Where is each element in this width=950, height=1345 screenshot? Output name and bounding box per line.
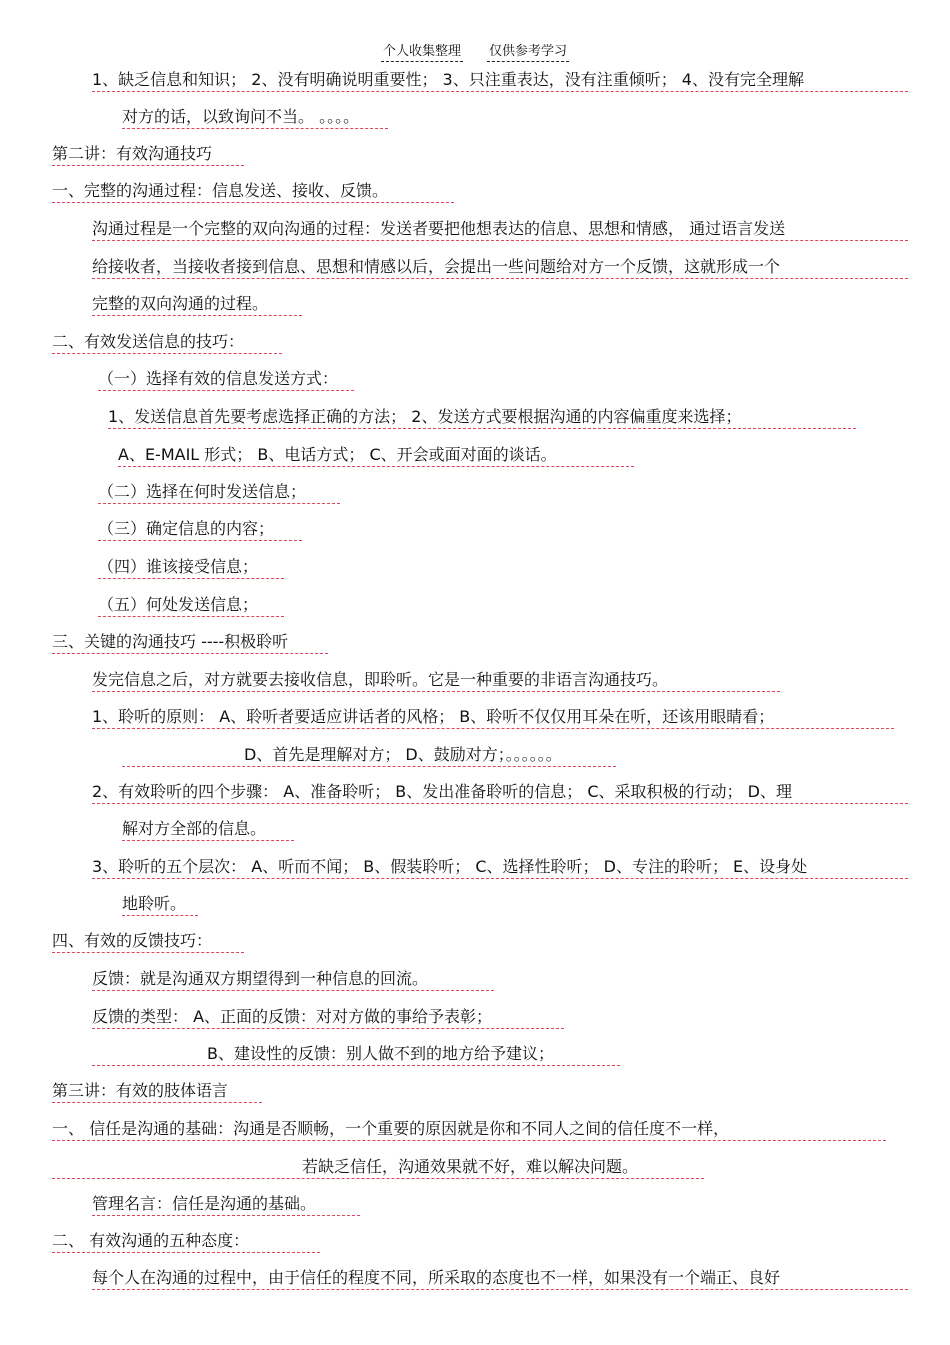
header-left-label: 个人收集整理 xyxy=(381,40,463,62)
text-line: 解对方全部的信息。 xyxy=(122,819,267,838)
text-line: （三）确定信息的内容； xyxy=(98,519,275,538)
text-line: 四、有效的反馈技巧： xyxy=(52,931,213,950)
text-line: B、建设性的反馈：别人做不到的地方给予建议； xyxy=(207,1044,554,1063)
page-header xyxy=(0,40,950,62)
text-line: 1、发送信息首先要考虑选择正确的方法； 2、发送方式要根据沟通的内容偏重度来选择； xyxy=(108,407,742,426)
line-underline xyxy=(92,1065,620,1066)
line-underline xyxy=(92,1289,908,1290)
line-underline xyxy=(52,1102,262,1103)
line-underline xyxy=(122,766,616,767)
line-underline xyxy=(92,803,908,804)
text-line: 反馈的类型： A、正面的反馈：对对方做的事给予表彰； xyxy=(92,1007,493,1026)
line-underline xyxy=(52,653,328,654)
text-line: （二）选择在何时发送信息； xyxy=(98,482,307,501)
line-underline xyxy=(92,691,780,692)
line-underline xyxy=(122,840,294,841)
text-line: 每个人在沟通的过程中，由于信任的程度不同，所采取的态度也不一样，如果没有一个端正、良好 xyxy=(92,1268,781,1287)
line-underline xyxy=(92,878,908,879)
text-line: 第三讲：有效的肢体语言 xyxy=(52,1081,229,1100)
text-line: 一、完整的沟通过程：信息发送、接收、反馈。 xyxy=(52,181,389,200)
line-underline xyxy=(92,91,908,92)
line-underline xyxy=(98,390,354,391)
text-line: 第二讲：有效沟通技巧 xyxy=(52,144,213,163)
text-line: 二、 有效沟通的五种态度： xyxy=(52,1231,250,1250)
text-line: 对方的话，以致询问不当。 。。。。 xyxy=(122,107,360,126)
line-underline xyxy=(52,202,454,203)
line-underline xyxy=(52,952,244,953)
line-underline xyxy=(92,1215,360,1216)
text-line: 3、聆听的五个层次： A、听而不闻； B、假装聆听； C、选择性聆听； D、专注的聆听； E、设身处 xyxy=(92,857,808,876)
line-underline xyxy=(52,1178,704,1179)
text-line: 一、 信任是沟通的基础：沟通是否顺畅，一个重要的原因就是你和不同人之间的信任度不一样， xyxy=(52,1119,730,1138)
line-underline xyxy=(92,728,894,729)
line-underline xyxy=(98,503,340,504)
text-line: 二、有效发送信息的技巧： xyxy=(52,332,245,351)
text-line: 1、聆听的原则： A、聆听者要适应讲话者的风格； B、聆听不仅仅用耳朵在听，还该用眼睛看； xyxy=(92,707,775,726)
text-line: （四）谁该接受信息； xyxy=(98,557,259,576)
text-line: （一）选择有效的信息发送方式： xyxy=(98,369,339,388)
line-underline xyxy=(92,240,908,241)
text-line: 若缺乏信任，沟通效果就不好，难以解决问题。 xyxy=(302,1157,639,1176)
line-underline xyxy=(92,278,908,279)
text-line: 地聆听。 xyxy=(122,894,187,913)
line-underline xyxy=(52,1252,320,1253)
line-underline xyxy=(92,1028,564,1029)
text-line: 1、缺乏信息和知识； 2、没有明确说明重要性； 3、只注重表达，没有注重倾听； 4、没有完全理解 xyxy=(92,70,804,89)
text-line: D、首先是理解对方； D、鼓励对方；。。。。。。 xyxy=(244,745,562,764)
text-line: 沟通过程是一个完整的双向沟通的过程：发送者要把他想表达的信息、思想和情感， 通过语言发送 xyxy=(92,219,786,238)
line-underline xyxy=(122,128,388,129)
line-underline xyxy=(98,578,284,579)
text-line: 2、有效聆听的四个步骤： A、准备聆听； B、发出准备聆听的信息； C、采取积极的行动； D、理 xyxy=(92,782,792,801)
line-underline xyxy=(92,315,302,316)
header-right-label: 仅供参考学习 xyxy=(487,40,569,62)
line-underline xyxy=(52,165,244,166)
text-line: 三、关键的沟通技巧 ----积极聆听 xyxy=(52,632,289,651)
text-line: 发完信息之后，对方就要去接收信息，即聆听。它是一种重要的非语言沟通技巧。 xyxy=(92,670,669,689)
line-underline xyxy=(118,466,634,467)
line-underline xyxy=(98,616,284,617)
line-underline xyxy=(98,540,302,541)
line-underline xyxy=(52,1140,886,1141)
text-line: 完整的双向沟通的过程。 xyxy=(92,294,269,313)
line-underline xyxy=(108,428,856,429)
text-line: A、E-MAIL 形式； B、电话方式； C、开会或面对面的谈话。 xyxy=(118,445,557,464)
line-underline xyxy=(122,915,198,916)
text-line: 反馈：就是沟通双方期望得到一种信息的回流。 xyxy=(92,969,429,988)
text-line: （五）何处发送信息； xyxy=(98,595,259,614)
line-underline xyxy=(92,990,494,991)
text-line: 管理名言：信任是沟通的基础。 xyxy=(92,1194,317,1213)
line-underline xyxy=(52,353,282,354)
text-line: 给接收者，当接收者接到信息、思想和情感以后，会提出一些问题给对方一个反馈，这就形成一个 xyxy=(92,257,781,276)
